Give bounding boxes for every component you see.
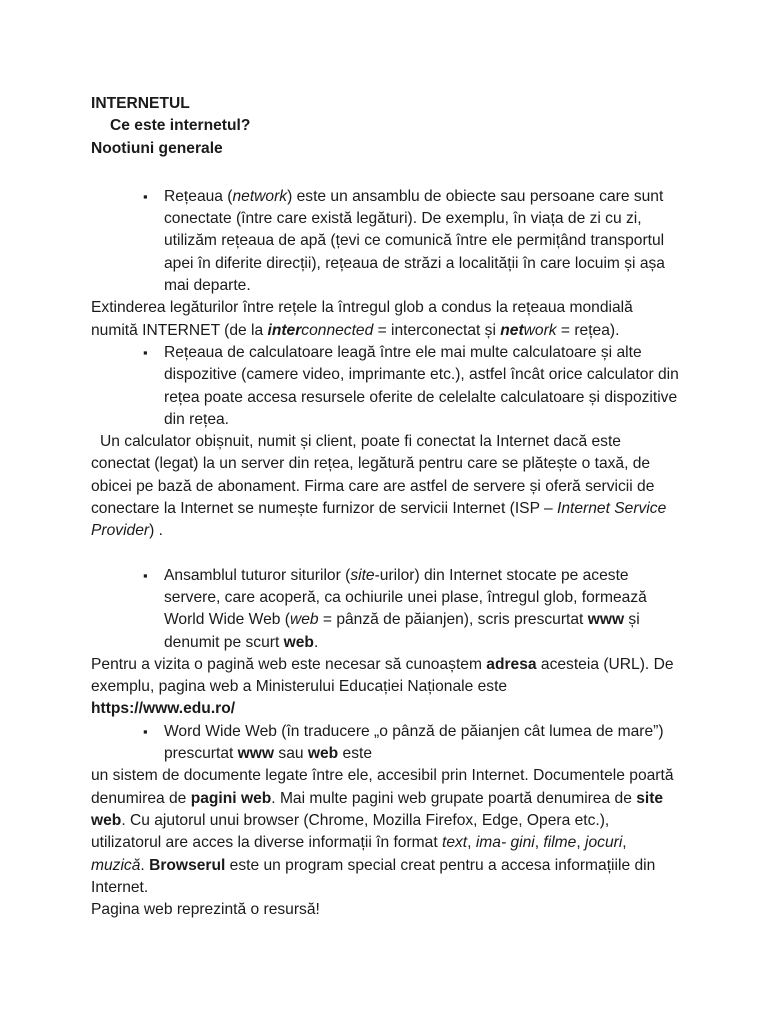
text-run-italic: text <box>442 834 468 852</box>
text-run-bold: web <box>307 745 339 763</box>
text-run-bold: pagini web <box>190 789 272 807</box>
text-run: sau <box>274 745 308 763</box>
paragraph-internet-origin <box>91 297 681 342</box>
text-run-bold: adresa <box>486 655 537 673</box>
text-run-bold-italic: net <box>500 321 524 339</box>
text-run-italic: ima- gini <box>475 834 535 852</box>
text-run-italic: connected <box>301 321 374 339</box>
paragraph-isp <box>91 431 681 542</box>
text-run: este <box>338 745 373 763</box>
text-run: . <box>140 856 150 874</box>
text-run-italic: muzică <box>91 856 141 874</box>
text-run: , <box>576 834 586 852</box>
text-run: acesteia (URL). De exemplu, pagina web a Ministerului Educației Naționale este <box>91 655 674 696</box>
text-run: Pentru a vizita o pagină web este necesar să cunoaștem <box>91 655 487 673</box>
text-run: Word Wide Web (în traducere „o pânză de păianjen cât lumea de mare”) prescurtat <box>164 722 664 763</box>
text-run-bold: Browserul <box>149 856 226 874</box>
text-run: Ansamblul tuturor siturilor ( <box>164 566 351 584</box>
text-run-bold-italic: inter <box>267 321 302 339</box>
document-title: INTERNETUL <box>91 95 190 112</box>
text-run-bold: web <box>283 633 314 651</box>
text-run-italic: network <box>232 187 288 205</box>
text-run: și denumit pe scurt <box>164 611 640 651</box>
text-run: = rețea). <box>556 321 620 339</box>
text-run-italic: filme <box>543 834 577 852</box>
text-run: -urilor) din Internet stocate pe aceste servere, care acoperă, ca ochiurile unei plase, întregul glob, formează World Wide Web ( <box>164 566 647 629</box>
text-run: Rețeaua ( <box>164 187 233 205</box>
text-run: Un calculator obișnuit, numit și client, poate fi conectat la Internet dacă este conectat (legat) la un server din rețea, legătură pentru care se plătește o taxă, de obicei pe bază de abonament. Firma care are astfel de servere și oferă servicii de conectare la Internet se numește furnizor de servicii Internet (ISP – <box>91 433 655 518</box>
text-run: , <box>622 834 627 852</box>
document-body <box>91 93 681 921</box>
bullet-list-network <box>91 186 681 297</box>
text-run-italic: web <box>289 611 319 629</box>
paragraph-url <box>91 654 681 699</box>
bullet-list-www-definition <box>91 721 681 766</box>
bullet-item-www <box>91 565 681 654</box>
text-run-bold: www <box>237 745 275 763</box>
text-run-italic: site <box>350 566 375 584</box>
paragraph-web-documents <box>91 765 681 899</box>
text-run-bold: www <box>587 611 625 629</box>
text-run-italic: Internet Service Provider <box>91 500 667 540</box>
text-run: . <box>313 633 319 651</box>
section-heading: Nootiuni generale <box>91 139 223 157</box>
text-run: este un program special creat pentru a accesa informațiile din Internet. <box>91 856 656 896</box>
text-run: = interconectat și <box>373 321 501 339</box>
text-run: ) este un ansamblu de obiecte sau persoane care sunt conectate (între care există legături). De exemplu, în viața de zi cu zi, utilizăm rețeaua de apă (țevi ce comunică între ele permițând transportul apei în diferite direcții), rețeaua de străzi a localității în care locuim și așa mai departe. <box>164 187 665 295</box>
text-run: , <box>534 834 544 852</box>
bullet-item-computer-network: ▪ Rețeaua de calculatoare leagă între ele mai multe calculatoare și alte dispozitive (camere video, imprimante etc.), astfel încât orice calculator din rețea poate accesa resursele oferite de celelalte calculatoare și dispozitive din rețea. <box>91 342 681 431</box>
text-run: . Cu ajutorul unui browser (Chrome, Mozilla Firefox, Edge, Opera etc.), utilizatorul are acces la diverse informații în format <box>91 811 610 852</box>
text-run-bold: site web <box>91 789 664 829</box>
text-run: . Mai multe pagini web grupate poartă denumirea de <box>271 789 637 807</box>
text-run-italic: jocuri <box>585 834 623 852</box>
text-run: ) . <box>149 522 163 540</box>
text-run-italic: work <box>523 321 557 339</box>
bullet-item-www-definition <box>91 721 681 766</box>
text-run: un sistem de documente legate între ele, accesibil prin Internet. Documentele poartă denumirea de <box>91 767 674 807</box>
paragraph-resource: Pagina web reprezintă o resursă! <box>91 901 320 919</box>
document-subtitle: Ce este internetul? <box>110 117 251 135</box>
text-run: = pânză de păianjen), scris prescurtat <box>318 611 588 629</box>
url-link[interactable]: https://www.edu.ro/ <box>91 700 236 718</box>
bullet-list-www <box>91 565 681 654</box>
bullet-list-computer-network <box>91 342 681 431</box>
text-run: , <box>467 834 476 852</box>
bullet-item-network <box>91 186 681 297</box>
text-run: Extinderea legăturilor între rețele la întregul glob a condus la rețeaua mondială numită INTERNET (de la <box>91 299 633 339</box>
